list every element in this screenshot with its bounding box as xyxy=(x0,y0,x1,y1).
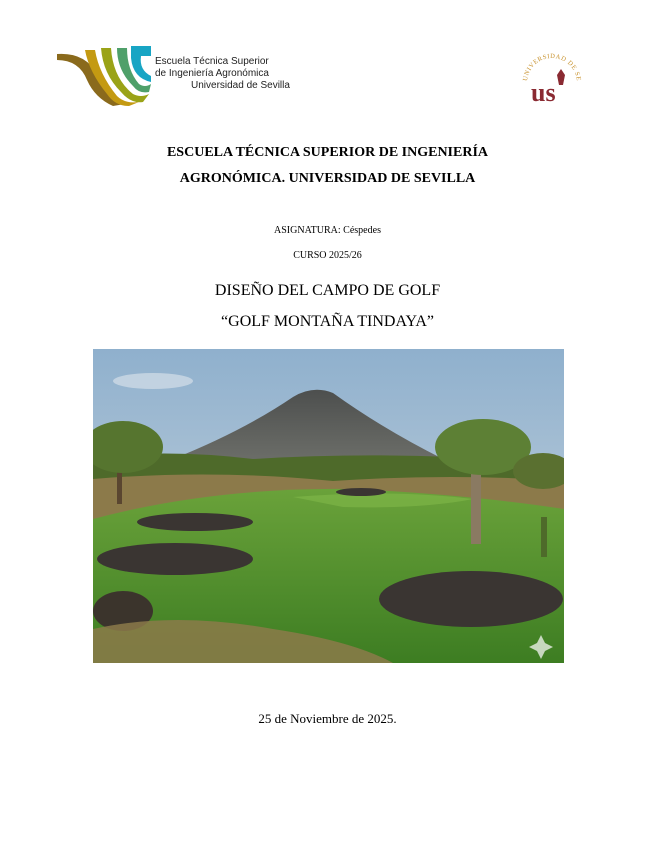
seal-monogram: us xyxy=(531,78,556,107)
document-title: DISEÑO DEL CAMPO DE GOLF xyxy=(214,282,441,299)
institution-line-2: AGRONÓMICA. UNIVERSIDAD DE SEVILLA xyxy=(179,171,476,186)
document-date: 25 de Noviembre de 2025. xyxy=(258,711,397,726)
document-subtitle: “GOLF MONTAÑA TINDAYA” xyxy=(221,313,434,330)
school-logo xyxy=(55,44,290,108)
university-seal xyxy=(519,49,585,109)
seal-ring-text: UNIVERSIDAD DE SE xyxy=(522,52,582,82)
svg-text:UNIVERSIDAD DE SEVILLA xyxy=(519,49,582,82)
course-label: CURSO 2025/26 xyxy=(293,250,362,261)
subject-label: ASIGNATURA: Céspedes xyxy=(274,225,381,236)
us-seal-icon xyxy=(519,49,585,109)
school-logo-line-2: de Ingeniería Agronómica xyxy=(155,68,269,79)
school-logo-line-1: Escuela Técnica Superior xyxy=(155,56,269,67)
institution-line-1: ESCUELA TÉCNICA SUPERIOR DE INGENIERÍA xyxy=(166,145,489,160)
cover-image xyxy=(93,349,564,663)
school-logo-line-3: Universidad de Sevilla xyxy=(191,80,290,91)
etsia-stripes-icon xyxy=(55,44,155,108)
golf-course-volcano-photo-icon xyxy=(93,349,564,663)
school-logo-text xyxy=(155,56,290,92)
